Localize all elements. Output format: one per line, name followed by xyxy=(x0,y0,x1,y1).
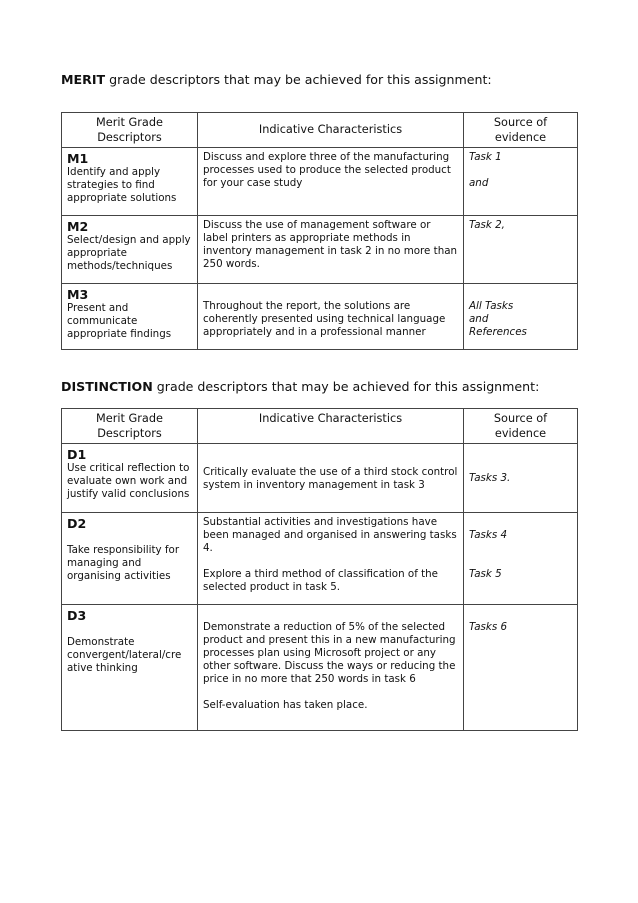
characteristic-text: Discuss the use of management software or label printers as appropriate methods in inventory management in task 2 in no more than 250 words. xyxy=(203,219,458,270)
table-row xyxy=(62,216,578,284)
evidence-text: and xyxy=(469,177,489,189)
descriptor-cell xyxy=(62,605,198,731)
evidence-text: References xyxy=(469,326,527,338)
characteristic-text: Throughout the report, the solutions are coherently presented using technical language appropriately and in a professional manner xyxy=(203,300,446,338)
characteristic-cell xyxy=(198,513,464,605)
grade-code: D1 xyxy=(67,447,87,462)
descriptor-cell xyxy=(62,513,198,605)
characteristic-text: Critically evaluate the use of a third stock control system in inventory management in task 3 xyxy=(203,465,458,491)
evidence-text: Task 1 xyxy=(469,151,502,163)
evidence-cell xyxy=(464,605,578,731)
descriptor-cell xyxy=(62,284,198,350)
grade-code: M2 xyxy=(67,219,89,234)
characteristic-text: Explore a third method of classification of the selected product in task 5. xyxy=(203,568,438,593)
descriptor-cell xyxy=(62,444,198,513)
grade-code: D3 xyxy=(67,608,87,623)
characteristic-text: Substantial activities and investigations have been managed and organised in answering tasks 4. xyxy=(203,516,457,554)
merit-header-descriptors: Merit Grade Descriptors xyxy=(62,113,198,148)
distinction-heading xyxy=(61,379,539,394)
evidence-text: and xyxy=(469,313,489,325)
evidence-cell xyxy=(464,284,578,350)
table-row xyxy=(62,444,578,513)
merit-heading-bold: MERIT xyxy=(61,72,106,87)
descriptor-text: Take responsibility for managing and organising activities xyxy=(67,544,180,582)
characteristic-text: Self-evaluation has taken place. xyxy=(203,699,368,711)
merit-header-characteristics: Indicative Characteristics xyxy=(198,113,464,148)
merit-heading xyxy=(61,72,492,87)
merit-header-row xyxy=(62,113,578,148)
merit-table xyxy=(61,112,578,350)
evidence-text: Task 5 xyxy=(469,568,502,580)
descriptor-text: Use critical reflection to evaluate own work and justify valid conclusions xyxy=(67,462,190,500)
grade-code: M3 xyxy=(67,287,89,302)
evidence-text: Tasks 6 xyxy=(469,621,508,633)
evidence-cell xyxy=(464,148,578,216)
distinction-table xyxy=(61,408,578,731)
characteristic-text: Discuss and explore three of the manufacturing processes used to produce the selected product for your case study xyxy=(203,151,451,189)
characteristic-cell xyxy=(198,605,464,731)
distinction-header-characteristics: Indicative Characteristics xyxy=(198,409,464,444)
distinction-heading-text: grade descriptors that may be achieved for this assignment: xyxy=(152,379,540,394)
evidence-text: Task 2, xyxy=(469,219,505,231)
table-row xyxy=(62,284,578,350)
characteristic-cell xyxy=(198,148,464,216)
descriptor-text: Demonstrate convergent/lateral/cre ative thinking xyxy=(67,636,182,674)
distinction-header-row xyxy=(62,409,578,444)
characteristic-cell xyxy=(198,444,464,513)
table-row xyxy=(62,513,578,605)
evidence-cell xyxy=(464,444,578,513)
evidence-text: Tasks 3. xyxy=(469,472,511,484)
distinction-heading-bold: DISTINCTION xyxy=(61,379,153,394)
descriptor-text: Present and communicate appropriate findings xyxy=(67,302,172,340)
descriptor-cell xyxy=(62,216,198,284)
table-row xyxy=(62,148,578,216)
descriptor-text: Identify and apply strategies to find appropriate solutions xyxy=(67,166,177,204)
evidence-cell xyxy=(464,513,578,605)
merit-heading-text: grade descriptors that may be achieved for this assignment: xyxy=(105,72,492,87)
grade-code: M1 xyxy=(67,151,89,166)
characteristic-text: Demonstrate a reduction of 5% of the selected product and present this in a new manufacturing processes plan using Microsoft project or any other software. Discuss the ways or reducing the price in no more that 250 words in task 6 xyxy=(203,621,456,685)
characteristic-cell xyxy=(198,216,464,284)
distinction-header-descriptors: Merit Grade Descriptors xyxy=(62,409,198,444)
characteristic-cell xyxy=(198,284,464,350)
distinction-header-evidence: Source of evidence xyxy=(464,409,578,444)
descriptor-cell xyxy=(62,148,198,216)
evidence-cell xyxy=(464,216,578,284)
evidence-text: All Tasks xyxy=(469,300,514,312)
evidence-text: Tasks 4 xyxy=(469,529,508,541)
descriptor-text: Select/design and apply appropriate methods/techniques xyxy=(67,234,191,272)
merit-header-evidence: Source of evidence xyxy=(464,113,578,148)
grade-code: D2 xyxy=(67,516,87,531)
table-row xyxy=(62,605,578,731)
